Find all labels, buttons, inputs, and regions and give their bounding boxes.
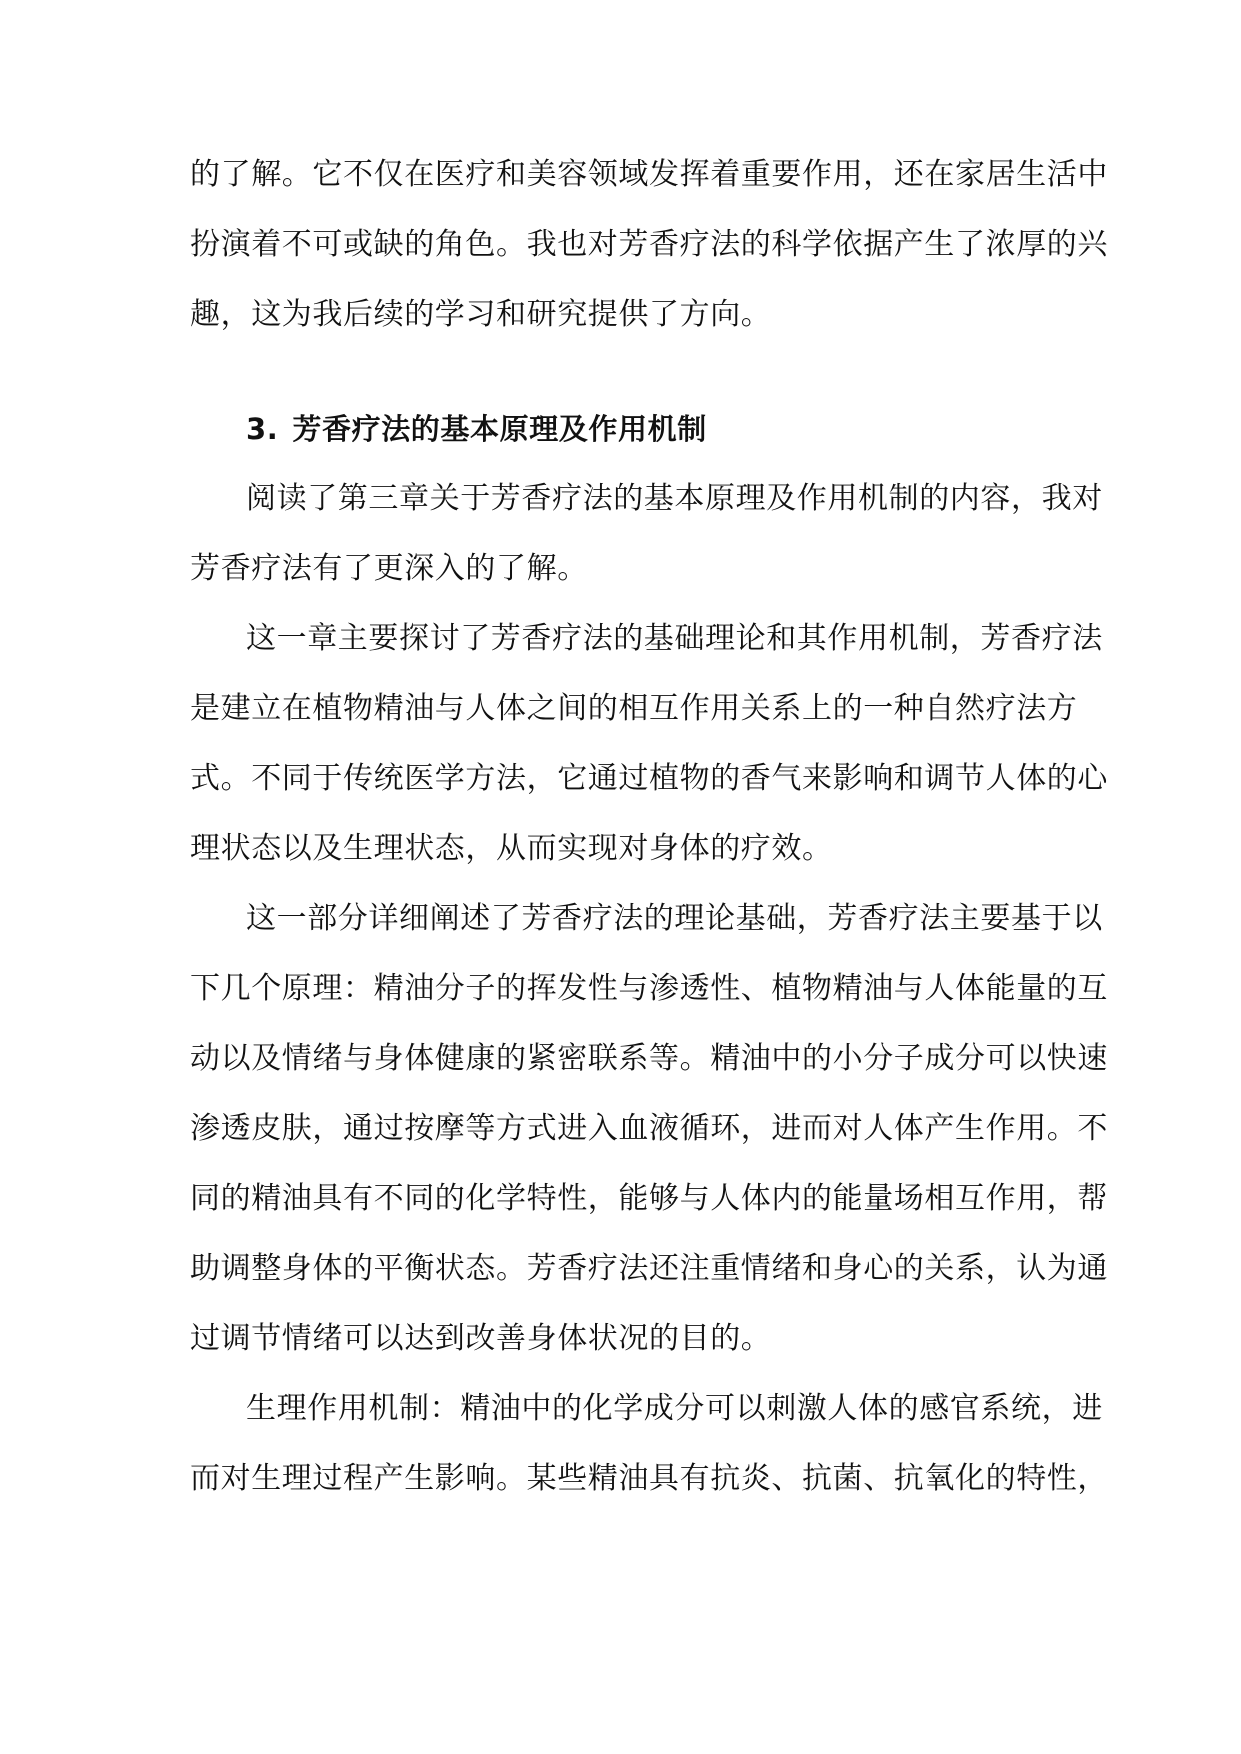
text-line: 同的精油具有不同的化学特性，能够与人体内的能量场相互作用，帮: [190, 1181, 1108, 1216]
paragraph-theory: [190, 884, 1108, 1374]
text-line: 阅读了第三章关于芳香疗法的基本原理及作用机制的内容，我对: [246, 481, 1103, 516]
text-line: 扮演着不可或缺的角色。我也对芳香疗法的科学依据产生了浓厚的兴: [190, 227, 1108, 262]
text-line: 这一部分详细阐述了芳香疗法的理论基础，芳香疗法主要基于以: [246, 901, 1103, 936]
text-line: 而对生理过程产生影响。某些精油具有抗炎、抗菌、抗氧化的特性，: [190, 1461, 1108, 1496]
document-page: [190, 140, 1108, 1514]
paragraph-intro: [190, 464, 1103, 604]
text-line: 渗透皮肤，通过按摩等方式进入血液循环，进而对人体产生作用。不: [190, 1111, 1108, 1146]
text-line: 动以及情绪与身体健康的紧密联系等。精油中的小分子成分可以快速: [190, 1041, 1108, 1076]
text-line: 芳香疗法有了更深入的了解。: [190, 551, 588, 586]
text-line: 生理作用机制：精油中的化学成分可以刺激人体的感官系统，进: [246, 1391, 1103, 1426]
section-title: 芳香疗法的基本原理及作用机制: [292, 412, 707, 446]
text-line: 的了解。它不仅在医疗和美容领域发挥着重要作用，还在家居生活中: [190, 157, 1108, 192]
text-line: 下几个原理：精油分子的挥发性与渗透性、植物精油与人体能量的互: [190, 971, 1108, 1006]
paragraph-physiology: [190, 1374, 1108, 1514]
text-line: 助调整身体的平衡状态。芳香疗法还注重情绪和身心的关系，认为通: [190, 1251, 1108, 1286]
paragraph-overview: [190, 604, 1108, 884]
text-line: 是建立在植物精油与人体之间的相互作用关系上的一种自然疗法方: [190, 691, 1078, 726]
section-heading: [190, 394, 1060, 464]
text-line: 这一章主要探讨了芳香疗法的基础理论和其作用机制，芳香疗法: [246, 621, 1103, 656]
section-number: 3.: [246, 412, 279, 446]
text-line: 趣，这为我后续的学习和研究提供了方向。: [190, 297, 772, 332]
text-line: 过调节情绪可以达到改善身体状况的目的。: [190, 1321, 772, 1356]
text-line: 式。不同于传统医学方法，它通过植物的香气来影响和调节人体的心: [190, 761, 1108, 796]
paragraph-continuation: [190, 140, 1108, 350]
text-line: 理状态以及生理状态，从而实现对身体的疗效。: [190, 831, 833, 866]
